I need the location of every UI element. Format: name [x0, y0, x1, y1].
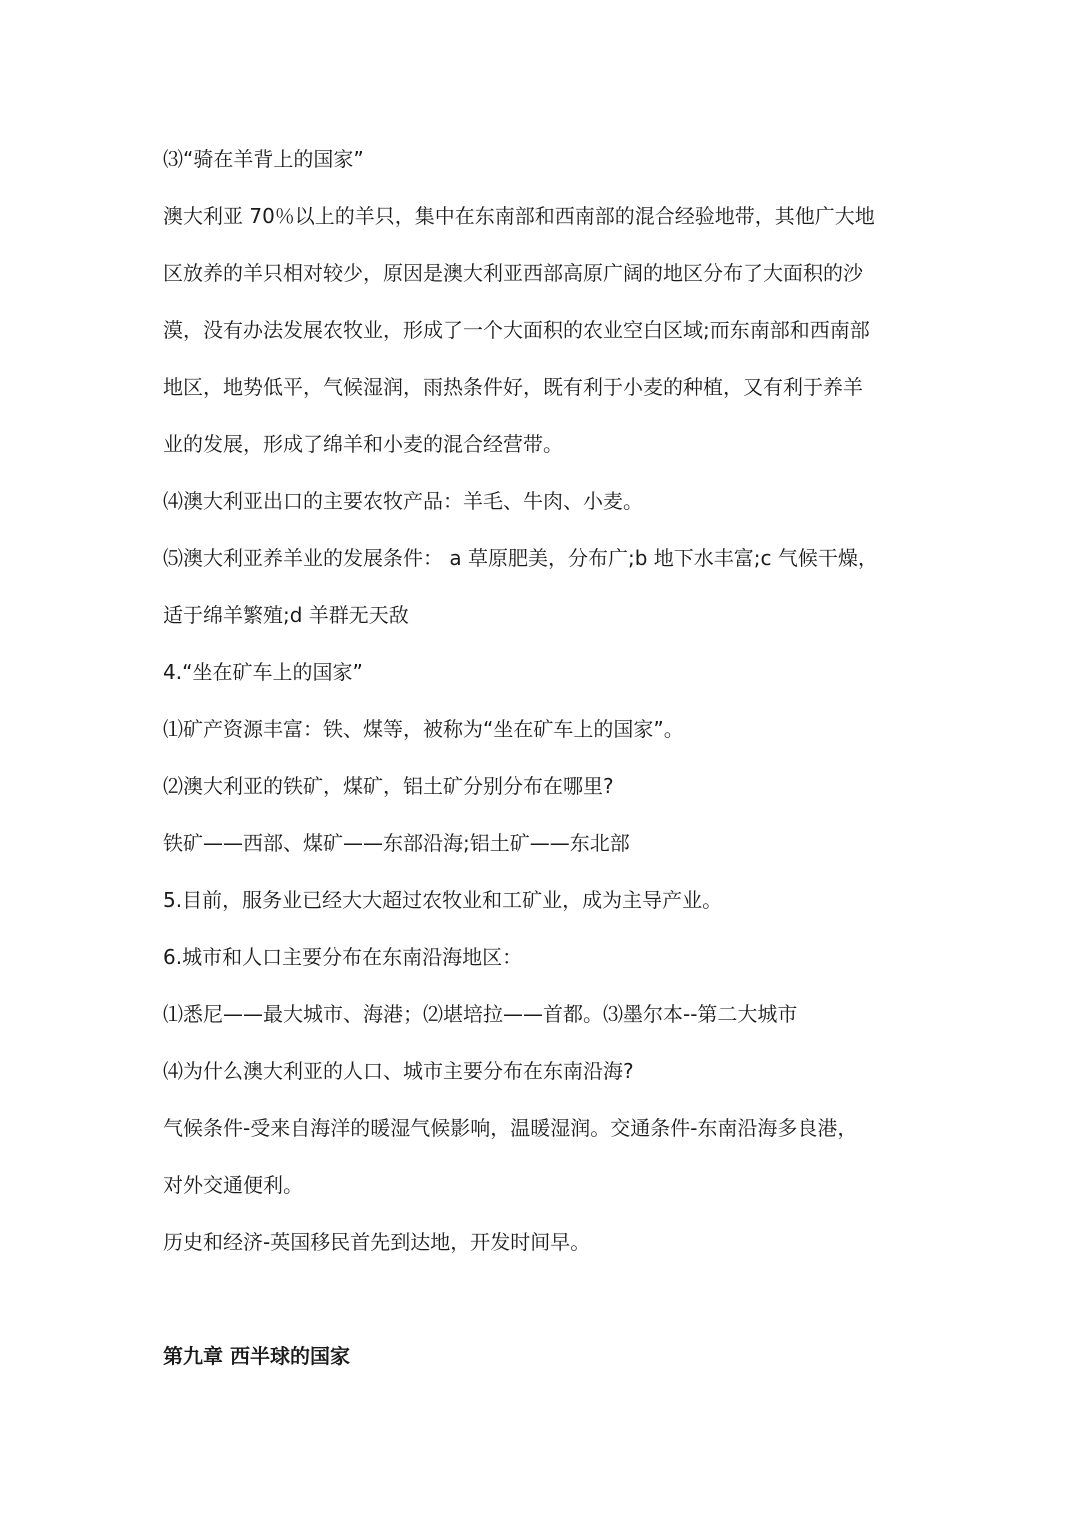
- text-line: ⑸澳大利亚养羊业的发展条件： a 草原肥美，分布广;b 地下水丰富;c 气候干燥，: [163, 546, 878, 570]
- text-line: 铁矿——西部、煤矿——东部沿海;铝土矿——东北部: [163, 831, 630, 855]
- text-line: 业的发展，形成了绵羊和小麦的混合经营带。: [163, 432, 563, 456]
- text-line: ⑷为什么澳大利亚的人口、城市主要分布在东南沿海?: [163, 1059, 634, 1083]
- text-line: 气候条件-受来自海洋的暖湿气候影响，温暖湿润。交通条件-东南沿海多良港，: [163, 1116, 858, 1140]
- text-line: 历史和经济-英国移民首先到达地，开发时间早。: [163, 1230, 591, 1254]
- text-line: ⑵澳大利亚的铁矿，煤矿，铝土矿分别分布在哪里?: [163, 774, 614, 798]
- text-line: 澳大利亚 70％以上的羊只，集中在东南部和西南部的混合经验地带，其他广大地: [163, 204, 875, 228]
- text-line: 5.目前，服务业已经大大超过农牧业和工矿业，成为主导产业。: [163, 888, 723, 912]
- text-line: ⑴矿产资源丰富：铁、煤等，被称为“坐在矿车上的国家”。: [163, 717, 684, 741]
- text-line: 对外交通便利。: [163, 1173, 303, 1197]
- chapter-heading: 第九章 西半球的国家: [163, 1344, 350, 1368]
- text-line: 区放养的羊只相对较少，原因是澳大利亚西部高原广阔的地区分布了大面积的沙: [163, 261, 863, 285]
- document-page: [163, 140, 923, 1394]
- text-line: ⑷澳大利亚出口的主要农牧产品：羊毛、牛肉、小麦。: [163, 489, 643, 513]
- text-line: 地区，地势低平，气候湿润，雨热条件好，既有利于小麦的种植，又有利于养羊: [163, 375, 863, 399]
- text-line: 适于绵羊繁殖;d 羊群无天敌: [163, 603, 409, 627]
- text-line: 4.“坐在矿车上的国家”: [163, 660, 363, 684]
- text-line: 6.城市和人口主要分布在东南沿海地区：: [163, 945, 523, 969]
- text-line: 漠，没有办法发展农牧业，形成了一个大面积的农业空白区域;而东南部和西南部: [163, 318, 870, 342]
- blank-line: [163, 1280, 923, 1337]
- text-line: ⑴悉尼——最大城市、海港；⑵堪培拉——首都。⑶墨尔本--第二大城市: [163, 1002, 798, 1026]
- text-line: ⑶“骑在羊背上的国家”: [163, 147, 364, 171]
